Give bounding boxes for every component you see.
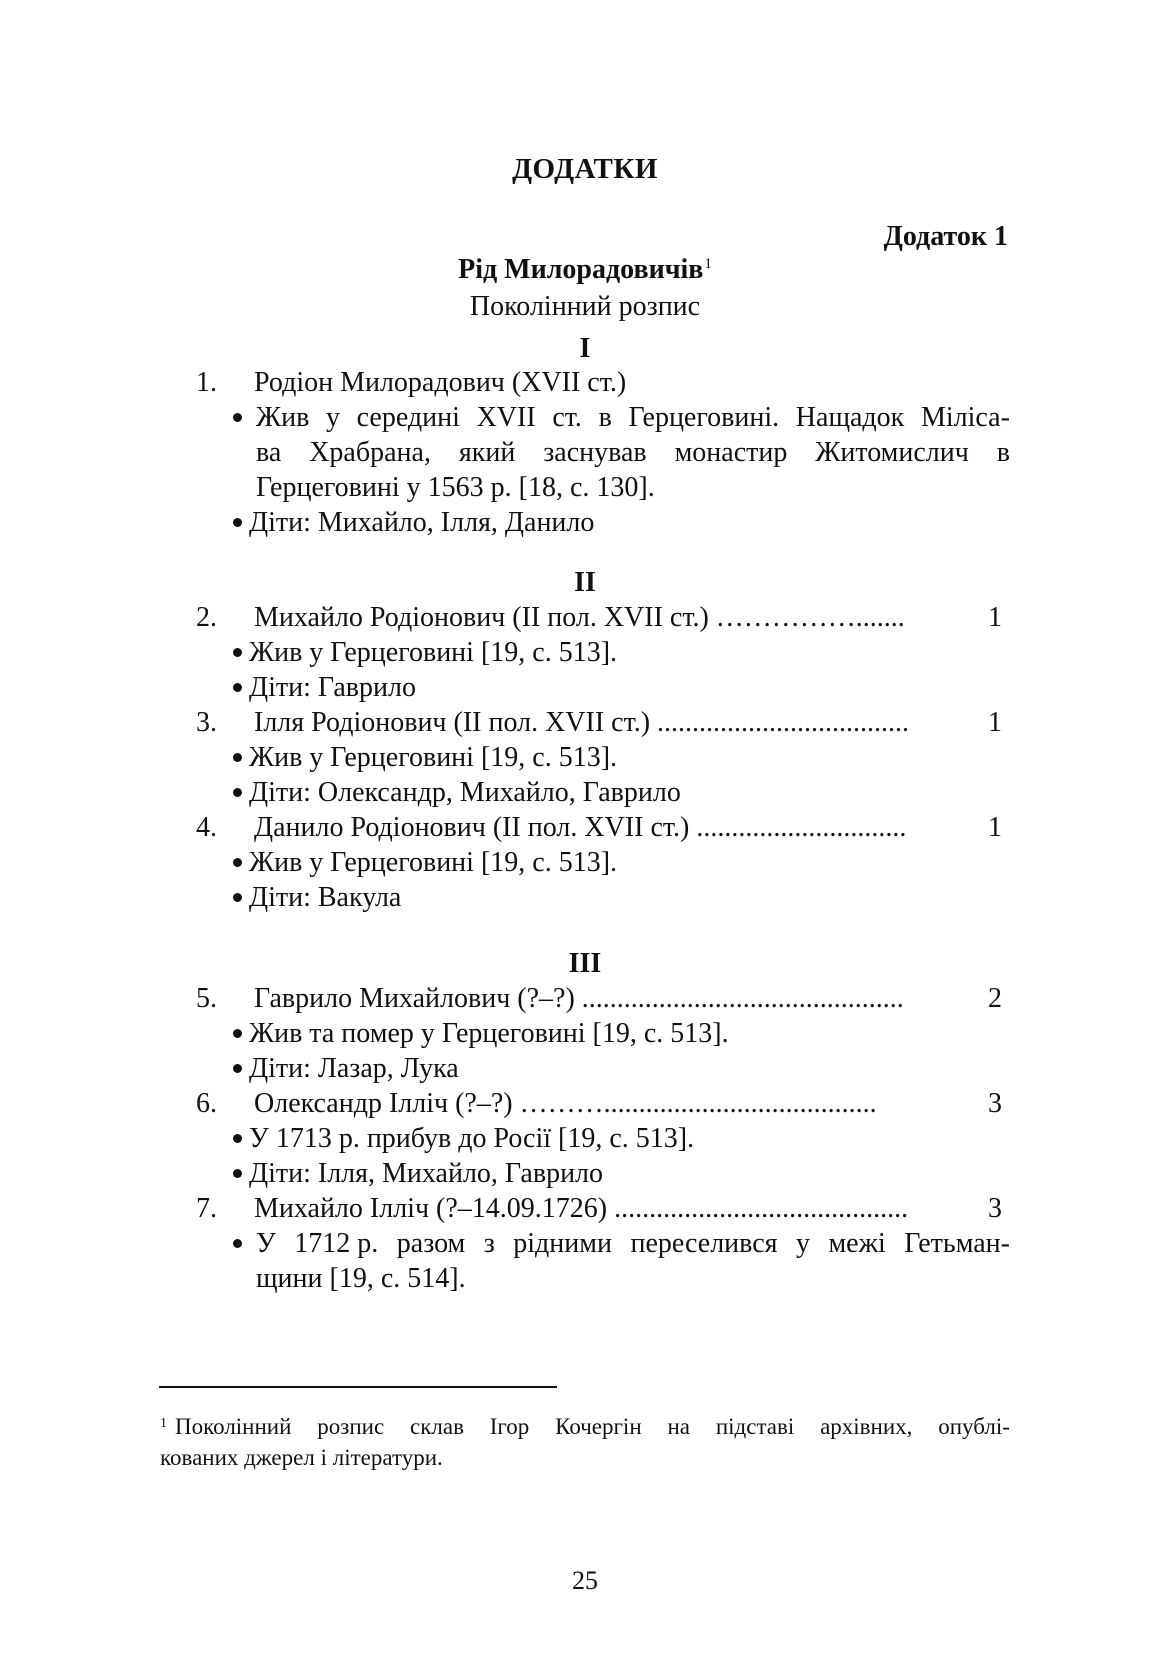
- word: Ігор: [489, 1414, 530, 1439]
- bullet-icon: [233, 893, 242, 902]
- word: Нащадок: [795, 402, 905, 433]
- word: опублі-: [938, 1414, 1010, 1439]
- parent-reference: 3: [988, 1193, 1002, 1224]
- page-title: ДОДАТКИ: [512, 153, 658, 185]
- bullet-item: [233, 1123, 694, 1155]
- word: ст.: [552, 402, 582, 433]
- bullet-text: Діти: Олександр, Михайло, Гаврило: [249, 777, 681, 808]
- bullet-text: Жив у Герцеговині [19, с. 513].: [249, 637, 618, 668]
- family-title: [0, 254, 1170, 286]
- word: розпис: [317, 1414, 385, 1439]
- entry-number: 1.: [196, 367, 217, 398]
- parent-reference: 2: [988, 983, 1002, 1014]
- word: який: [458, 437, 516, 468]
- footnote-separator: [159, 1386, 557, 1388]
- word: разом: [396, 1228, 466, 1259]
- word: Мілiса-: [920, 402, 1010, 433]
- bullet-item: [233, 507, 594, 539]
- generation-numeral: III: [568, 948, 602, 979]
- bullet-icon: [233, 413, 242, 422]
- entry-name: Михайло Родіонович (II пол. XVII ст.) …………….......: [254, 602, 905, 633]
- subtitle: Поколінний розпис: [469, 291, 701, 322]
- footnote-line: [160, 1414, 1010, 1440]
- bullet-icon: [233, 858, 242, 867]
- word: Жив: [256, 402, 310, 433]
- bullet-icon: [233, 1239, 242, 1248]
- word: підставі: [715, 1414, 795, 1439]
- bullet-text: Діти: Вакула: [249, 882, 402, 913]
- entry-name: Родіон Милорадович (XVII ст.): [254, 367, 627, 398]
- word: XVII: [476, 402, 536, 433]
- justified-line: [256, 402, 1010, 434]
- word: Кочергін: [555, 1414, 642, 1439]
- entry-number: 6.: [196, 1088, 217, 1119]
- entry-name: Олександр Ілліч (?–?) ……….......................................: [254, 1088, 877, 1119]
- bullet-icon: [233, 753, 242, 762]
- justified-line: [256, 1228, 1010, 1260]
- entry-name: Данило Родіонович (II пол. XVII ст.) ..............................: [254, 812, 907, 843]
- generation-numeral: II: [574, 567, 596, 598]
- bullet-item: [233, 847, 617, 879]
- bullet-text: Діти: Гаврило: [249, 672, 416, 703]
- bullet-icon: [233, 1029, 242, 1038]
- family-title-text: Рід Милорадовичів: [458, 254, 704, 285]
- parent-reference: 1: [988, 812, 1002, 843]
- word: 1712 р.: [294, 1228, 379, 1259]
- word: Поколінний: [175, 1414, 292, 1439]
- bullet-text: Жив у Герцеговині [19, с. 513].: [249, 847, 618, 878]
- bullet-item: [233, 402, 249, 434]
- entry-name: Ілля Родіонович (II пол. XVII ст.) ....................................: [254, 707, 910, 738]
- bullet-item: [233, 742, 617, 774]
- page-number: 25: [572, 1566, 598, 1595]
- word: межі: [828, 1228, 886, 1259]
- bullet-item: [233, 672, 416, 704]
- bullet-text: Діти: Лазар, Лука: [249, 1053, 459, 1084]
- word: з: [483, 1228, 495, 1259]
- word: середині: [356, 402, 460, 433]
- parent-reference: 1: [988, 707, 1002, 738]
- bullet-text: Діти: Михайло, Ілля, Данило: [249, 507, 595, 538]
- word: у: [795, 1228, 810, 1259]
- entry-number: 4.: [196, 812, 217, 843]
- word: Храбрана,: [309, 437, 431, 468]
- word: У: [256, 1228, 276, 1259]
- word: монастир: [674, 437, 788, 468]
- footnote-start: [160, 1414, 291, 1440]
- bullet-text: Жив та помер у Герцеговині [19, с. 513].: [249, 1018, 729, 1049]
- entry-number: 2.: [196, 602, 217, 633]
- word: у: [325, 402, 340, 433]
- entry-number: 3.: [196, 707, 217, 738]
- bullet-icon: [233, 518, 242, 527]
- bullet-text: Жив у Герцеговині [19, с. 513].: [249, 742, 618, 773]
- word: переселився: [630, 1228, 778, 1259]
- footnote-marker: 1: [160, 1416, 167, 1431]
- bullet-text: Діти: Ілля, Михайло, Гаврило: [249, 1158, 604, 1189]
- parent-reference: 1: [988, 602, 1002, 633]
- appendix-label: Додаток 1: [883, 221, 1008, 252]
- word: ва: [256, 437, 282, 468]
- text-line: щини [19, с. 514].: [256, 1263, 466, 1294]
- entry-name: Гаврило Михайлович (?–?) ..............................................: [254, 983, 904, 1014]
- word: рідними: [513, 1228, 612, 1259]
- entry-number: 7.: [196, 1193, 217, 1224]
- word: на: [667, 1414, 690, 1439]
- entry-name: Михайло Ілліч (?–14.09.1726) ..........................................: [254, 1193, 909, 1224]
- bullet-icon: [233, 1169, 242, 1178]
- bullet-item: [233, 882, 401, 914]
- word: Гетьман-: [904, 1228, 1010, 1259]
- word: Герцеговині.: [628, 402, 780, 433]
- bullet-item: [233, 637, 617, 669]
- word: склав: [410, 1414, 464, 1439]
- word: в: [598, 402, 612, 433]
- text-line: Герцеговині у 1563 р. [18, с. 130].: [256, 472, 655, 503]
- bullet-icon: [233, 683, 242, 692]
- bullet-item: [233, 777, 681, 809]
- bullet-item: [233, 1053, 459, 1085]
- bullet-icon: [233, 1134, 242, 1143]
- bullet-icon: [233, 788, 242, 797]
- word: Житомислич: [815, 437, 969, 468]
- bullet-item: [233, 1228, 249, 1260]
- bullet-item: [233, 1158, 603, 1190]
- bullet-text: У 1713 р. прибув до Росії [19, с. 513].: [249, 1123, 695, 1154]
- bullet-icon: [233, 1064, 242, 1073]
- word: заснував: [543, 437, 647, 468]
- entry-number: 5.: [196, 983, 217, 1014]
- footnote-reference: 1: [704, 256, 712, 272]
- bullet-item: [233, 1018, 729, 1050]
- bullet-icon: [233, 648, 242, 657]
- word: в: [996, 437, 1010, 468]
- generation-numeral: I: [579, 333, 591, 364]
- parent-reference: 3: [988, 1088, 1002, 1119]
- word: архівних,: [820, 1414, 913, 1439]
- justified-line: [256, 437, 1010, 469]
- footnote-line: кованих джерел і літератури.: [160, 1445, 443, 1470]
